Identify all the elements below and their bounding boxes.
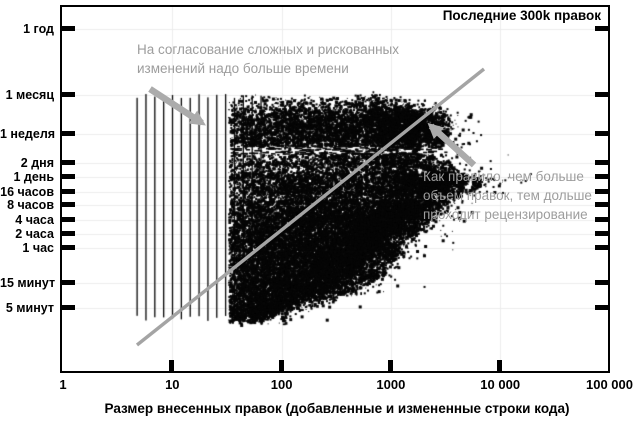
y-tick-label: 2 часа <box>15 227 54 241</box>
y-tick-label: 2 дня <box>20 156 54 170</box>
y-tick-label: 1 месяц <box>5 88 54 102</box>
x-tick-label: 10 <box>165 377 180 392</box>
right-annotation-arrow <box>431 126 474 165</box>
y-tick-label: 8 часов <box>7 198 54 212</box>
y-tick-label: 4 часа <box>15 213 54 227</box>
x-tick-label: 1000 <box>376 377 406 392</box>
x-axis-title: Размер внесенных правок (добавленные и измененные строки кода) <box>104 401 570 416</box>
x-tick-label: 100 <box>270 377 293 392</box>
y-tick-label: 1 день <box>13 170 54 184</box>
annotation-line: Как правило, чем больше <box>423 169 584 184</box>
annotation-line: На согласование сложных и рискованных <box>137 42 399 57</box>
x-tick-label: 10 000 <box>480 377 521 392</box>
y-tick-label: 1 неделя <box>0 127 56 141</box>
annotation-complex-changes <box>137 40 399 78</box>
left-annotation-arrow <box>150 89 202 123</box>
annotation-line: изменений надо больше времени <box>137 61 349 76</box>
annotation-review-duration <box>423 167 592 224</box>
x-tick-label: 1 <box>59 377 67 392</box>
x-tick-label: 100 000 <box>586 377 633 392</box>
annotation-line: объем правок, тем дольше <box>423 188 592 203</box>
y-tick-label: 1 час <box>22 241 54 255</box>
annotation-line: проходит рецензирование <box>423 207 588 222</box>
legend-label: Последние 300k правок <box>442 8 601 23</box>
y-tick-label: 16 часов <box>0 185 54 199</box>
y-tick-label: 5 минут <box>5 301 54 315</box>
y-tick-label: 15 минут <box>0 276 56 290</box>
y-tick-label: 1 год <box>23 22 54 36</box>
